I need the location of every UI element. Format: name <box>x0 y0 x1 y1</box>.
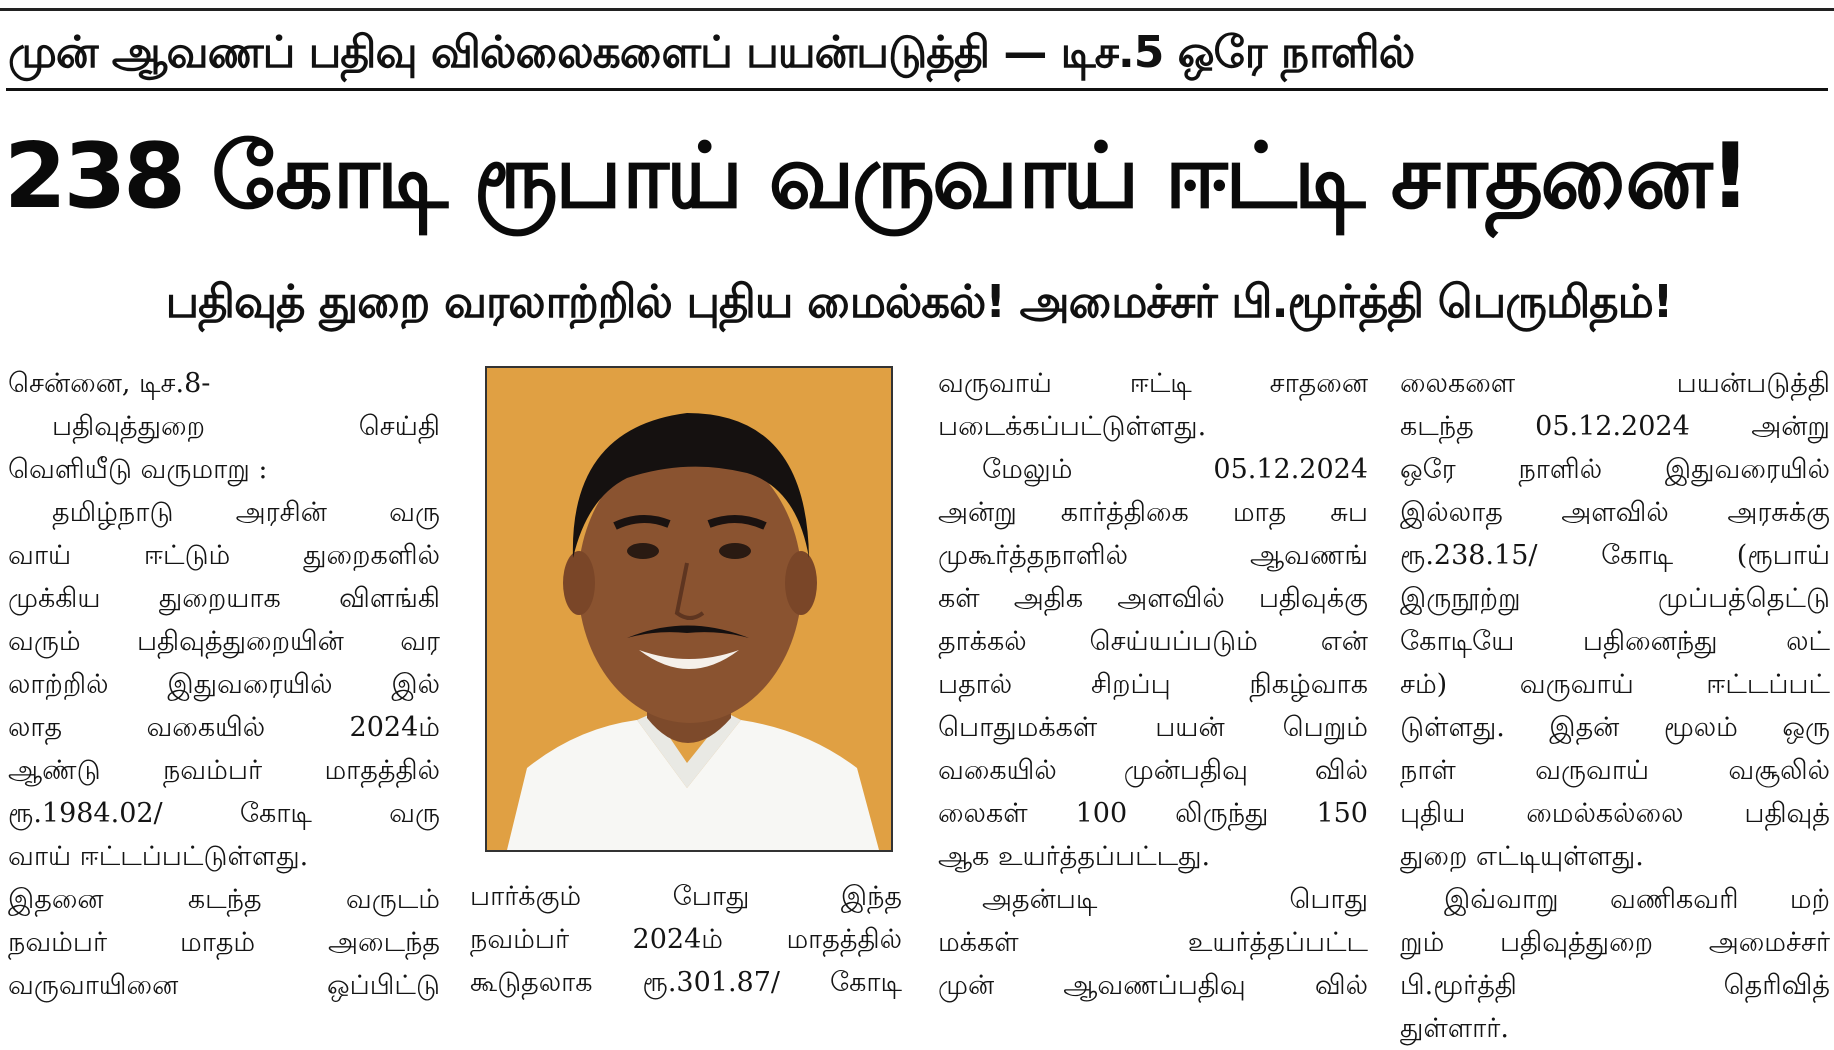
article-line: டுள்ளது. இதன் மூலம் ஒரு <box>1400 712 1830 743</box>
article-line: நவம்பர் 2024ம் மாதத்தில் <box>470 924 902 955</box>
article-line: முகூர்த்தநாளில் ஆவணங் <box>938 540 1368 571</box>
left-ear <box>563 551 595 615</box>
article-line: கோடியே பதினைந்து லட் <box>1400 626 1830 657</box>
minister-photo <box>485 366 893 852</box>
article-line: பதால் சிறப்பு நிகழ்வாக <box>938 669 1368 700</box>
dateline: சென்னை, டிச.8- <box>8 368 211 399</box>
article-line: வரும் பதிவுத்துறையின் வர <box>8 626 440 657</box>
article-line: தமிழ்நாடு அரசின் வரு <box>52 497 440 528</box>
article-line: அதன்படி பொது <box>982 884 1368 915</box>
article-line: பார்க்கும் போது இந்த <box>470 881 902 912</box>
article-line: ரூ.1984.02/ கோடி வரு <box>8 798 440 829</box>
right-ear <box>785 551 817 615</box>
article-line: லாற்றில் இதுவரையில் இல் <box>8 669 440 700</box>
left-eye <box>627 543 659 559</box>
article-line: இவ்வாறு வணிகவரி மற் <box>1444 884 1830 915</box>
subheadline: பதிவுத் துறை வரலாற்றில் புதிய மைல்கல்! அமைச்சர் பி.மூர்த்தி பெருமிதம்! <box>165 275 1673 328</box>
article-column-3 <box>938 362 1368 1022</box>
article-line: துறை எட்டியுள்ளது. <box>1400 841 1644 872</box>
article-column-1 <box>8 362 440 1022</box>
article-line: இருநூற்று முப்பத்தெட்டு <box>1400 583 1830 614</box>
kicker-line: முன் ஆவணப் பதிவு வில்லைகளைப் பயன்படுத்தி — டிச.5 ஒரே நாளில் <box>8 27 1415 78</box>
article-line: தாக்கல் செய்யப்படும் என் <box>938 626 1368 657</box>
article-line: றும் பதிவுத்துறை அமைச்சர் <box>1400 927 1830 958</box>
article-line: லைகளை பயன்படுத்தி <box>1400 368 1830 399</box>
article-line: அன்று கார்த்திகை மாத சுப <box>938 497 1368 528</box>
article-line: லைகள் 100 லிருந்து 150 <box>938 798 1368 829</box>
top-border <box>0 0 1834 11</box>
article-line: மக்கள் உயர்த்தப்பட்ட <box>938 927 1368 958</box>
article-line: வருவாய் ஈட்டி சாதனை <box>938 368 1368 399</box>
article-line: துள்ளார். <box>1400 1013 1509 1044</box>
article-line: ரூ.238.15/ கோடி (ரூபாய் <box>1400 540 1830 571</box>
article-line: நாள் வருவாய் வசூலில் <box>1400 755 1830 786</box>
portrait-illustration <box>487 368 891 850</box>
article-line: கடந்த 05.12.2024 அன்று <box>1400 411 1830 442</box>
article-line: பி.மூர்த்தி தெரிவித் <box>1400 970 1830 1001</box>
article-line: ஆக உயர்த்தப்பட்டது. <box>938 841 1211 872</box>
right-eye <box>719 543 751 559</box>
article-line: மேலும் 05.12.2024 <box>982 454 1368 485</box>
article-line: வாய் ஈட்டப்பட்டுள்ளது. <box>8 841 309 872</box>
article-line: பொதுமக்கள் பயன் பெறும் <box>938 712 1368 743</box>
headline: 238 கோடி ரூபாய் வருவாய் ஈட்டி சாதனை! <box>4 124 1748 229</box>
article-line: வெளியீடு வருமாறு : <box>8 454 268 485</box>
article-line: லாத வகையில் 2024ம் <box>8 712 440 743</box>
article-line: முக்கிய துறையாக விளங்கி <box>8 583 440 614</box>
article-line: ஒரே நாளில் இதுவரையில் <box>1400 454 1830 485</box>
article-line: பதிவுத்துறை செய்தி <box>52 411 440 442</box>
article-line: சம்) வருவாய் ஈட்டப்பட் <box>1400 669 1830 700</box>
article-line: ஆண்டு நவம்பர் மாதத்தில் <box>8 755 440 786</box>
article-column-4 <box>1400 362 1830 1044</box>
article-line: புதிய மைல்கல்லை பதிவுத் <box>1400 798 1830 829</box>
article-line: வாய் ஈட்டும் துறைகளில் <box>8 540 440 571</box>
article-line: கள் அதிக அளவில் பதிவுக்கு <box>938 583 1368 614</box>
kicker-underline <box>6 88 1828 91</box>
article-line: படைக்கப்பட்டுள்ளது. <box>938 411 1207 442</box>
article-line: கூடுதலாக ரூ.301.87/ கோடி <box>470 967 902 998</box>
article-line: இல்லாத அளவில் அரசுக்கு <box>1400 497 1830 528</box>
article-line: நவம்பர் மாதம் அடைந்த <box>8 927 440 958</box>
article-line: முன் ஆவணப்பதிவு வில் <box>938 970 1368 1001</box>
article-line: வகையில் முன்பதிவு வில் <box>938 755 1368 786</box>
article-column-2 <box>470 875 902 1025</box>
article-line: இதனை கடந்த வருடம் <box>8 884 440 915</box>
article-line: வருவாயினை ஒப்பிட்டு <box>8 970 440 1001</box>
